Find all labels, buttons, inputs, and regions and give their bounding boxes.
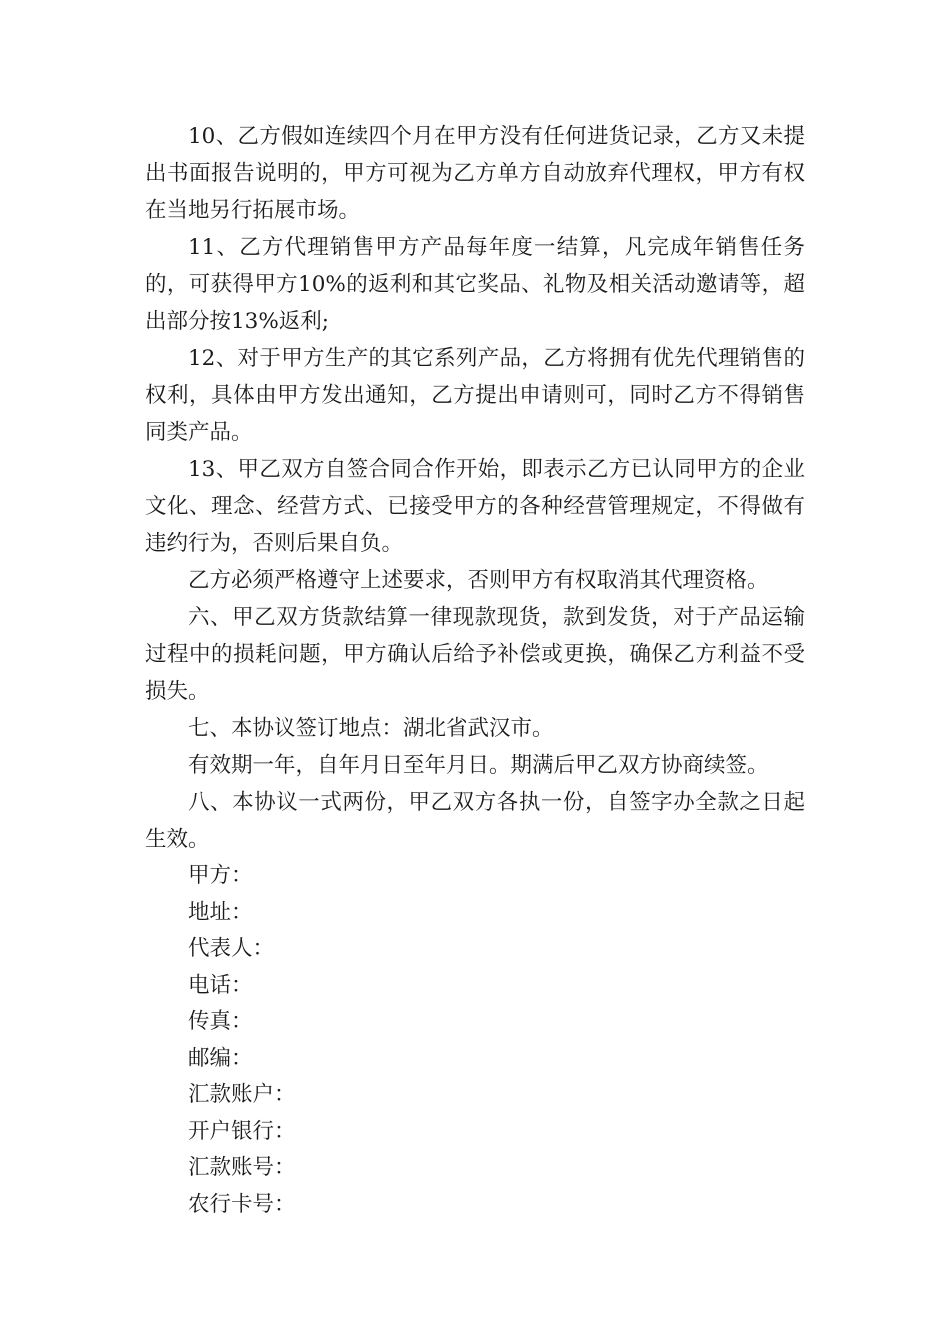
- party-a-label: 甲方：: [188, 863, 253, 888]
- section-seven-location: 七、本协议签订地点：湖北省武汉市。: [188, 716, 554, 741]
- clause-12: 12、对于甲方生产的其它系列产品，乙方将拥有优先代理销售的权利，具体由甲方发出通知，乙方提出申请则可，同时乙方不得销售同类产品。: [145, 346, 805, 445]
- abc-card-number-label: 农行卡号：: [188, 1191, 296, 1217]
- section-six-payment: 六、甲乙双方货款结算一律现款现货，款到发货，对于产品运输过程中的损耗问题，甲方确认后给予补偿或更换，确保乙方利益不受损失。: [145, 605, 805, 704]
- remittance-account-label: 汇款账户：: [188, 1082, 296, 1107]
- address-label: 地址：: [188, 899, 253, 925]
- representative-label: 代表人：: [188, 936, 275, 961]
- postcode-label: 邮编：: [188, 1045, 253, 1071]
- clause-11: 11、乙方代理销售甲方产品每年度一结算，凡完成年销售任务的，可获得甲方10%的返利和其它奖品、礼物及相关活动邀请等，超出部分按13%返利;: [145, 235, 805, 334]
- phone-label: 电话：: [188, 972, 253, 998]
- remittance-number-label: 汇款账号：: [188, 1155, 296, 1180]
- clause-10: 10、乙方假如连续四个月在甲方没有任何进货记录，乙方又未提出书面报告说明的，甲方可视为乙方单方自动放弃代理权，甲方有权在当地另行拓展市场。: [145, 124, 805, 223]
- bank-label: 开户银行：: [188, 1118, 296, 1144]
- clause-13: 13、甲乙双方自签合同合作开始，即表示乙方已认同甲方的企业文化、理念、经营方式、已接受甲方的各种经营管理规定，不得做有违约行为，否则后果自负。: [145, 457, 805, 556]
- fax-label: 传真：: [188, 1009, 253, 1034]
- compliance-note: 乙方必须严格遵守上述要求，否则甲方有权取消其代理资格。: [188, 568, 769, 593]
- document-page: [145, 118, 805, 1223]
- validity-period: 有效期一年，自年月日至年月日。期满后甲乙双方协商续签。: [188, 753, 769, 778]
- section-eight-copies: 八、本协议一式两份，甲乙双方各执一份，自签字办全款之日起生效。: [145, 790, 805, 852]
